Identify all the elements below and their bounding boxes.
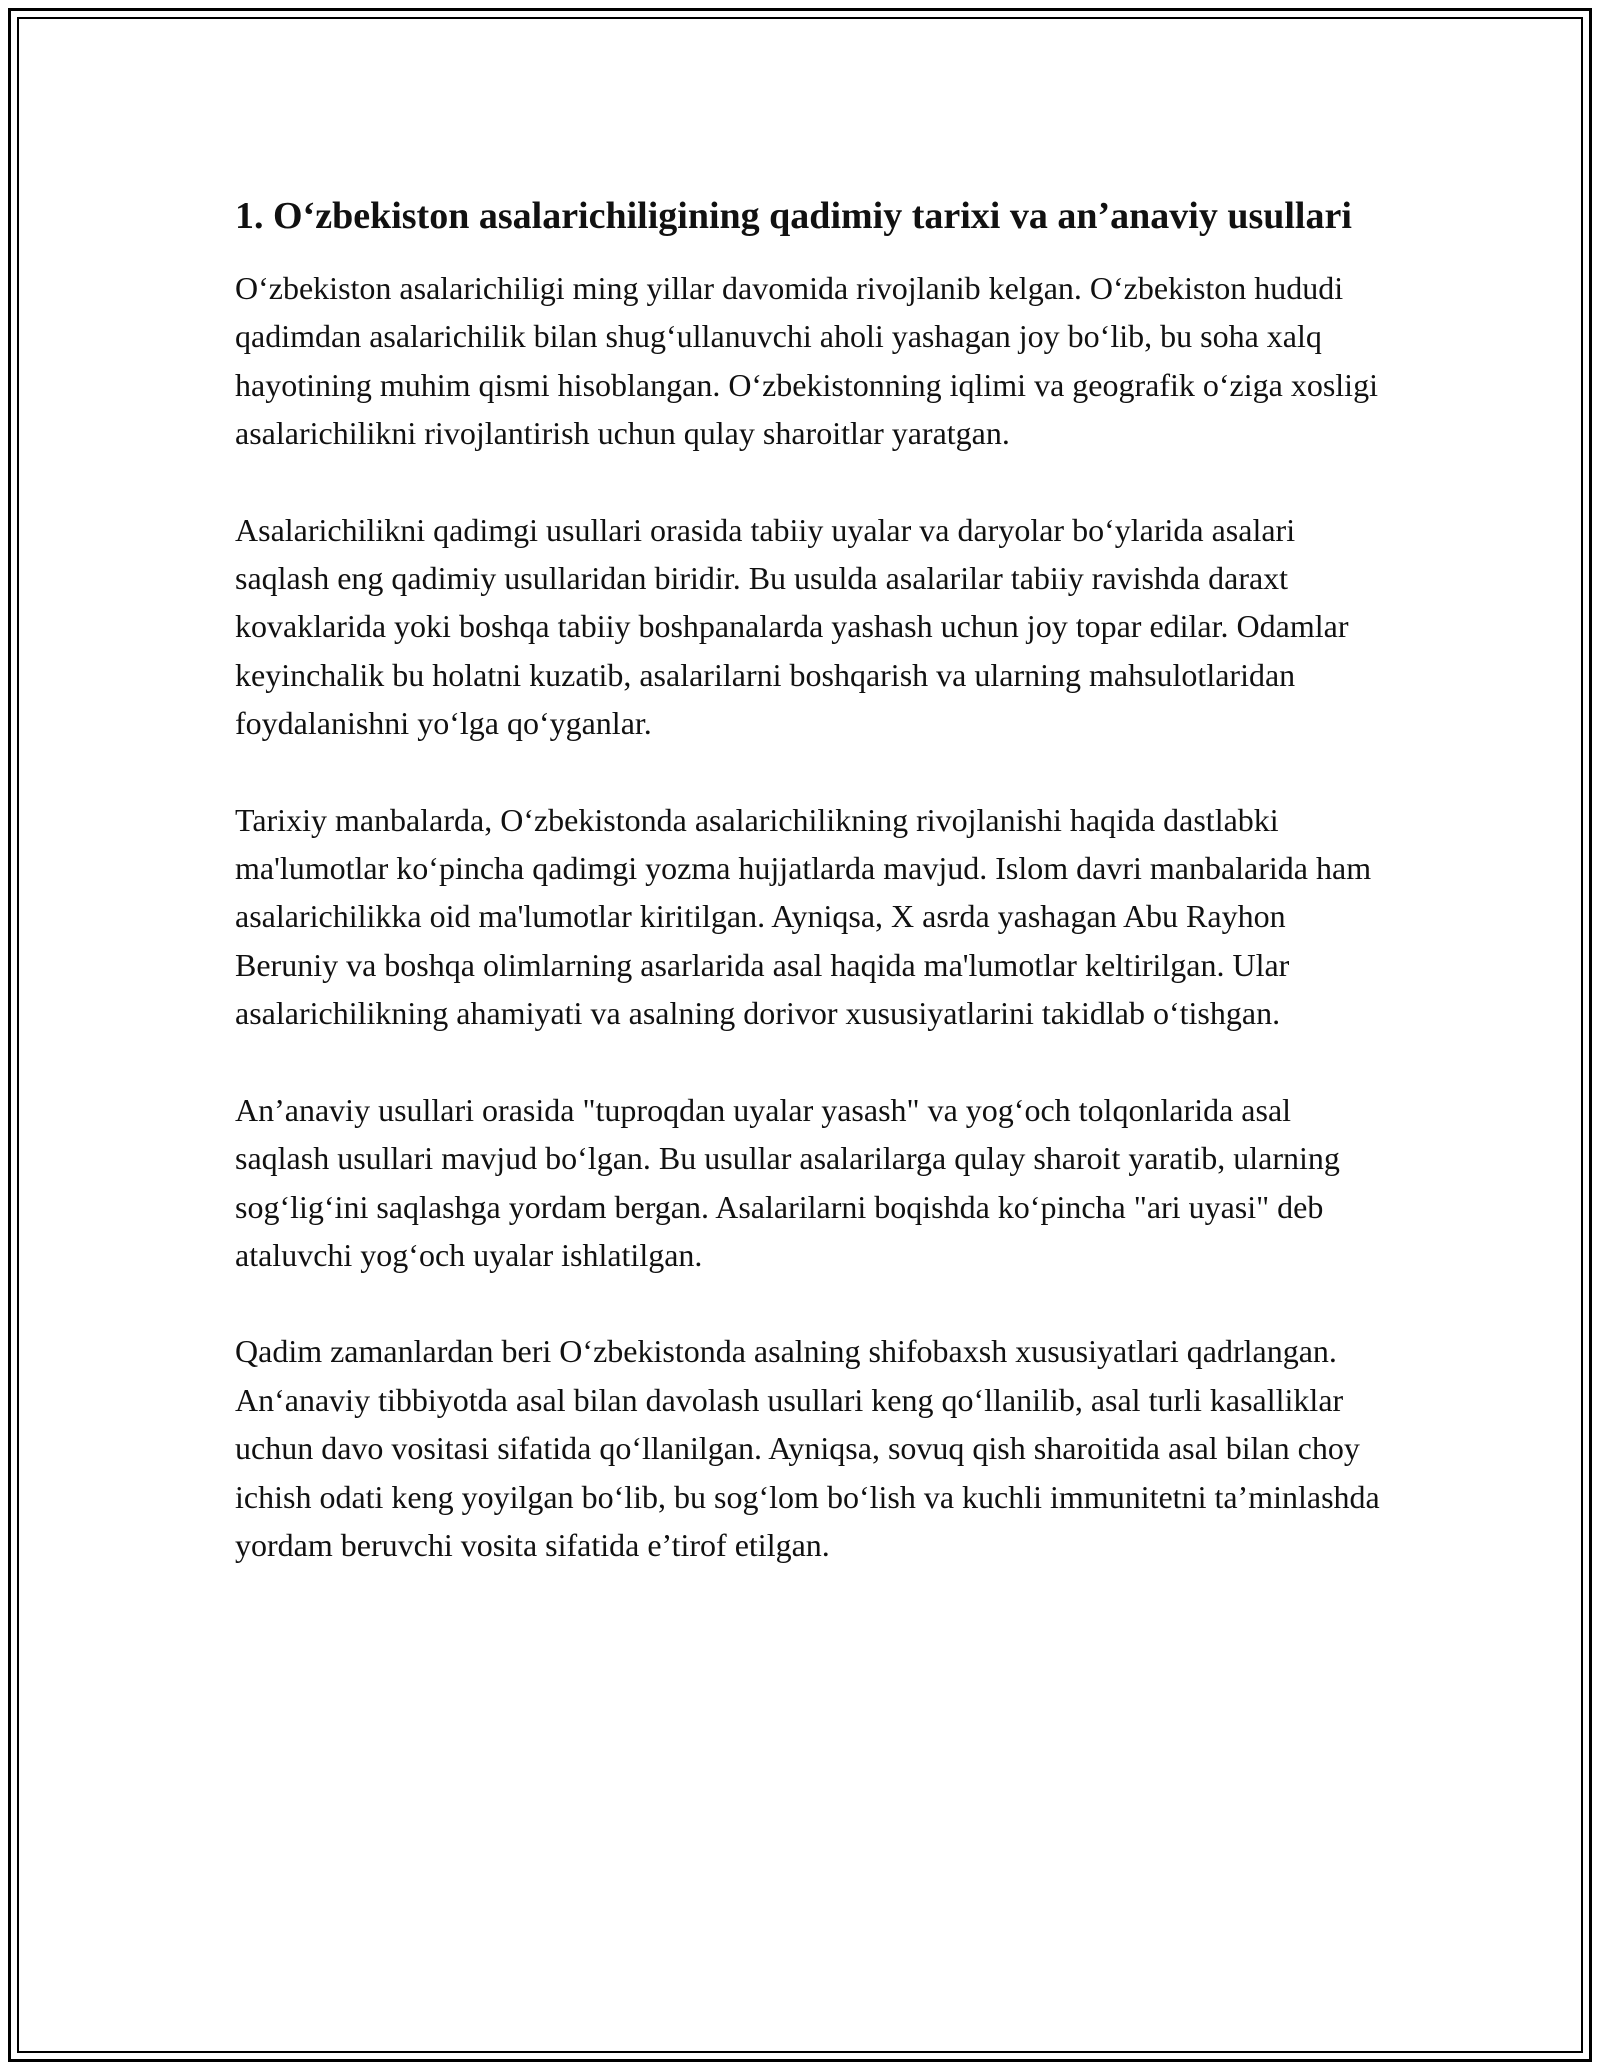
document-body — [235, 188, 1380, 1569]
paragraph-4: An’anaviy usullari orasida "tuproqdan uyalar yasash" va yog‘och tolqonlarida asal saqlash usullari mavjud bo‘lgan. Bu usullar asalarilarga qulay sharoit yaratib, ularning sog‘lig‘ini saqlashga yordam bergan. Asalarilarni boqishda ko‘pincha "ari uyasi" deb ataluvchi yog‘och uyalar ishlatilgan. — [235, 1091, 1340, 1273]
paragraph-5: Qadim zamanlardan beri O‘zbekistonda asalning shifobaxsh xususiyatlari qadrlangan. An‘anaviy tibbiyotda asal bilan davolash usullari keng qo‘llanilib, asal turli kasalliklar uchun davo vositasi sifatida qo‘llanilgan. Ayniqsa, sovuq qish sharoitida asal bilan choy ichish odati keng yoyilgan bo‘lib, bu sog‘lom bo‘lish va kuchli immunitetni ta’minlashda yordam beruvchi vosita sifatida e’tirof etilgan. — [235, 1333, 1380, 1563]
paragraph-2: Asalarichilikni qadimgi usullari orasida tabiiy uyalar va daryolar bo‘ylarida asalari saqlash eng qadimiy usullaridan biridir. Bu usulda asalarilar tabiiy ravishda daraxt kovaklarida yoki boshqa tabiiy boshpanalarda yashash uchun joy topar edilar. Odamlar keyinchalik bu holatni kuzatib, asalarilarni boshqarish va ularning mahsulotlaridan foydalanishni yo‘lga qo‘yganlar. — [235, 511, 1349, 742]
paragraph-3: Tarixiy manbalarda, O‘zbekistonda asalarichilikning rivojlanishi haqida dastlabki ma'lumotlar ko‘pincha qadimgi yozma hujjatlarda mavjud. Islom davri manbalarida ham asalarichilikka oid ma'lumotlar kiritilgan. Ayniqsa, X asrda yashagan Abu Rayhon Beruniy va boshqa olimlarning asarlarida asal haqida ma'lumotlar keltirilgan. Ular asalarichilikning ahamiyati va asalning dorivor xususiyatlarini takidlab o‘tishgan. — [235, 801, 1372, 1032]
paragraph-1: O‘zbekiston asalarichiligi ming yillar davomida rivojlanib kelgan. O‘zbekiston hududi qadimdan asalarichilik bilan shug‘ullanuvchi aholi yashagan joy bo‘lib, bu soha xalq hayotining muhim qismi hisoblangan. O‘zbekistonning iqlimi va geografik o‘ziga xosligi asalarichilikni rivojlantirish uchun qulay sharoitlar yaratgan. — [235, 270, 1378, 452]
section-heading: 1. O‘zbekiston asalarichiligining qadimiy tarixi va an’anaviy usullari — [235, 195, 1352, 237]
